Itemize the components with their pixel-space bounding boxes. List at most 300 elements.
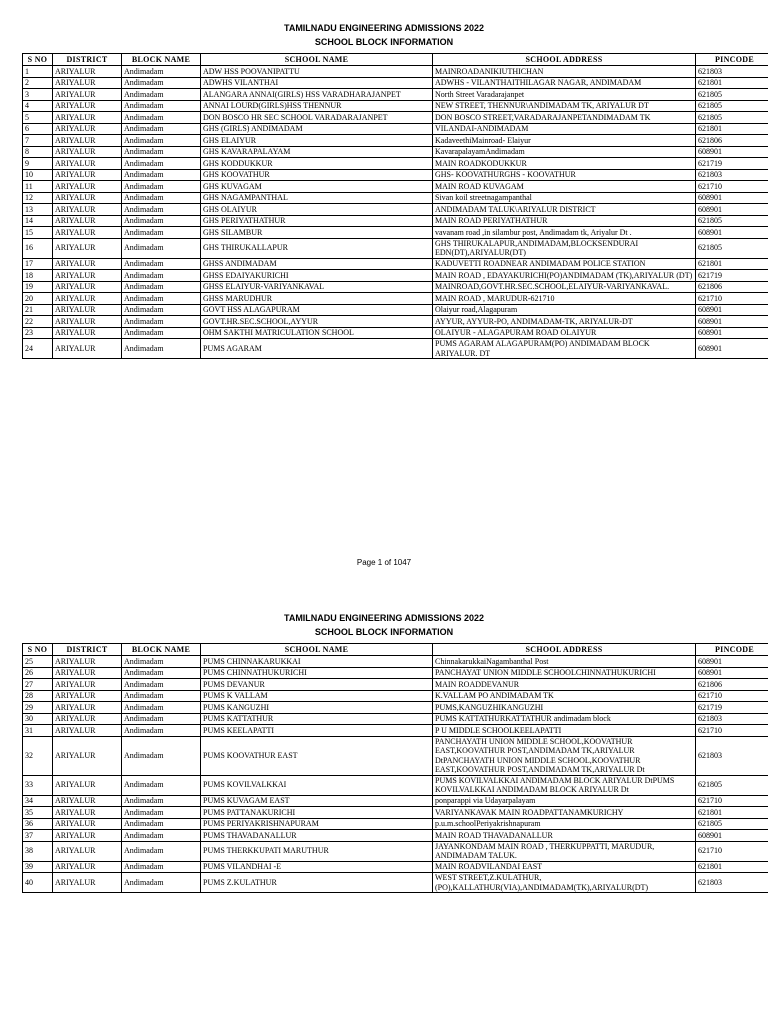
row-school-address: K.VALLAM PO ANDIMADAM TK	[433, 690, 696, 702]
row-school-name: GOVT.HR.SEC.SCHOOL,AYYUR	[201, 316, 433, 328]
row-sno: 18	[23, 270, 53, 282]
row-block-name: Andimadam	[122, 316, 201, 328]
table-row	[23, 316, 768, 328]
row-school-name: PUMS CHINNAKARUKKAI	[201, 656, 433, 668]
row-sno: 15	[23, 227, 53, 239]
row-district: ARIYALUR	[53, 146, 122, 158]
row-school-address: KavarapalayamAndimadam	[433, 146, 696, 158]
table-body-page-1	[23, 66, 768, 359]
row-school-name: PUMS Z.KULATHUR	[201, 873, 433, 893]
table-row	[23, 293, 768, 305]
table-row	[23, 327, 768, 339]
row-sno: 3	[23, 89, 53, 101]
row-district: ARIYALUR	[53, 304, 122, 316]
column-header: DISTRICT	[53, 644, 122, 656]
table-row	[23, 281, 768, 293]
row-block-name: Andimadam	[122, 807, 201, 819]
row-pincode: 621805	[696, 100, 768, 112]
table-row	[23, 679, 768, 691]
row-pincode: 621803	[696, 713, 768, 725]
row-school-name: PUMS KUVAGAM EAST	[201, 795, 433, 807]
page-footer: Page 1 of 1047	[356, 558, 412, 567]
document-title: TAMILNADU ENGINEERING ADMISSIONS 2022	[283, 613, 485, 623]
row-school-name: GHS ELAIYUR	[201, 135, 433, 147]
row-pincode: 621803	[696, 736, 768, 775]
table-row	[23, 123, 768, 135]
row-pincode: 608901	[696, 656, 768, 668]
row-district: ARIYALUR	[53, 281, 122, 293]
table-row	[23, 89, 768, 101]
row-school-name: GHS KOOVATHUR	[201, 169, 433, 181]
row-district: ARIYALUR	[53, 192, 122, 204]
table-row	[23, 238, 768, 258]
row-sno: 36	[23, 818, 53, 830]
row-district: ARIYALUR	[53, 795, 122, 807]
row-district: ARIYALUR	[53, 807, 122, 819]
row-school-address: PUMS AGARAM ALAGAPURAM(PO) ANDIMADAM BLOCK ARIYALUR. DT	[433, 339, 696, 359]
row-school-address: NEW STREET, THENNUR\ANDIMADAM TK, ARIYALUR DT	[433, 100, 696, 112]
row-sno: 12	[23, 192, 53, 204]
row-school-address: MAIN ROADVILANDAI EAST	[433, 861, 696, 873]
row-block-name: Andimadam	[122, 830, 201, 842]
table-row	[23, 304, 768, 316]
row-block-name: Andimadam	[122, 112, 201, 124]
table-row	[23, 841, 768, 861]
row-block-name: Andimadam	[122, 281, 201, 293]
column-header: S NO	[23, 644, 53, 656]
column-header: BLOCK NAME	[122, 644, 201, 656]
row-district: ARIYALUR	[53, 818, 122, 830]
table-row	[23, 169, 768, 181]
table-row	[23, 146, 768, 158]
row-school-name: ALANGARA ANNAI(GIRLS) HSS VARADHARAJANPET	[201, 89, 433, 101]
row-block-name: Andimadam	[122, 77, 201, 89]
table-row	[23, 702, 768, 714]
row-block-name: Andimadam	[122, 656, 201, 668]
row-school-address: vavanam road ,in silambur post, Andimadam tk, Ariyalur Dt .	[433, 227, 696, 239]
row-sno: 22	[23, 316, 53, 328]
row-sno: 30	[23, 713, 53, 725]
row-district: ARIYALUR	[53, 181, 122, 193]
row-district: ARIYALUR	[53, 158, 122, 170]
row-block-name: Andimadam	[122, 725, 201, 737]
row-pincode: 608901	[696, 327, 768, 339]
table-row	[23, 112, 768, 124]
row-block-name: Andimadam	[122, 270, 201, 282]
row-school-address: GHS- KOOVATHURGHS - KOOVATHUR	[433, 169, 696, 181]
column-header: BLOCK NAME	[122, 54, 201, 66]
row-school-address: GHS THIRUKALAPUR,ANDIMADAM,BLOCKSENDURAI EDN(DT),ARIYALUR(DT)	[433, 238, 696, 258]
row-school-name: OHM SAKTHI MATRICULATION SCHOOL	[201, 327, 433, 339]
row-district: ARIYALUR	[53, 258, 122, 270]
row-pincode: 621710	[696, 293, 768, 305]
row-school-name: GHSS MARUDHUR	[201, 293, 433, 305]
row-pincode: 621801	[696, 861, 768, 873]
row-sno: 40	[23, 873, 53, 893]
row-school-name: ANNAI LOURD(GIRLS)HSS THENNUR	[201, 100, 433, 112]
table-row	[23, 66, 768, 78]
row-school-address: ponparappi via Udayarpalayam	[433, 795, 696, 807]
row-pincode: 621801	[696, 77, 768, 89]
row-school-address: DON BOSCO STREET,VARADARAJANPETANDIMADAM TK	[433, 112, 696, 124]
row-block-name: Andimadam	[122, 339, 201, 359]
row-district: ARIYALUR	[53, 841, 122, 861]
row-sno: 21	[23, 304, 53, 316]
table-row	[23, 77, 768, 89]
row-school-address: OLAIYUR - ALAGAPURAM ROAD OLAIYUR	[433, 327, 696, 339]
row-sno: 14	[23, 215, 53, 227]
table-row	[23, 181, 768, 193]
row-school-name: PUMS PATTANAKURICHI	[201, 807, 433, 819]
row-block-name: Andimadam	[122, 215, 201, 227]
row-pincode: 621719	[696, 158, 768, 170]
row-school-address: KADUVETTI ROADNEAR ANDIMADAM POLICE STATION	[433, 258, 696, 270]
row-district: ARIYALUR	[53, 327, 122, 339]
row-sno: 10	[23, 169, 53, 181]
row-block-name: Andimadam	[122, 204, 201, 216]
row-block-name: Andimadam	[122, 89, 201, 101]
row-block-name: Andimadam	[122, 679, 201, 691]
row-district: ARIYALUR	[53, 702, 122, 714]
school-table-page-1	[22, 53, 768, 359]
row-block-name: Andimadam	[122, 304, 201, 316]
row-district: ARIYALUR	[53, 66, 122, 78]
row-sno: 29	[23, 702, 53, 714]
row-school-address: PUMS,KANGUZHIKANGUZHI	[433, 702, 696, 714]
row-sno: 5	[23, 112, 53, 124]
row-school-name: GHSS EDAIYAKURICHI	[201, 270, 433, 282]
row-pincode: 621805	[696, 215, 768, 227]
table-row	[23, 795, 768, 807]
row-block-name: Andimadam	[122, 841, 201, 861]
row-block-name: Andimadam	[122, 736, 201, 775]
table-row	[23, 725, 768, 737]
row-pincode: 608901	[696, 204, 768, 216]
row-block-name: Andimadam	[122, 100, 201, 112]
row-school-address: MAIN ROAD THAVADANALLUR	[433, 830, 696, 842]
row-sno: 32	[23, 736, 53, 775]
row-school-address: MAIN ROAD KUVAGAM	[433, 181, 696, 193]
table-row	[23, 100, 768, 112]
row-district: ARIYALUR	[53, 227, 122, 239]
column-header: DISTRICT	[53, 54, 122, 66]
row-district: ARIYALUR	[53, 215, 122, 227]
table-row	[23, 736, 768, 775]
row-pincode: 608901	[696, 316, 768, 328]
row-school-name: GHSS ELAIYUR-VARIYANKAVAL	[201, 281, 433, 293]
table-row	[23, 158, 768, 170]
row-pincode: 621710	[696, 181, 768, 193]
table-row	[23, 339, 768, 359]
row-school-address: ADWHS - VILANTHAITHILAGAR NAGAR, ANDIMADAM	[433, 77, 696, 89]
row-school-address: JAYANKONDAM MAIN ROAD , THERKUPPATTI, MARUDUR, ANDIMADAM TALUK.	[433, 841, 696, 861]
row-sno: 4	[23, 100, 53, 112]
column-header: PINCODE	[696, 54, 768, 66]
row-block-name: Andimadam	[122, 158, 201, 170]
row-block-name: Andimadam	[122, 713, 201, 725]
row-block-name: Andimadam	[122, 327, 201, 339]
document-subtitle: SCHOOL BLOCK INFORMATION	[314, 37, 454, 47]
row-pincode: 608901	[696, 830, 768, 842]
column-header: PINCODE	[696, 644, 768, 656]
row-school-name: ADWHS VILANTHAI	[201, 77, 433, 89]
row-pincode: 621710	[696, 841, 768, 861]
row-school-address: VARIYANKAVAK MAIN ROADPATTANAMKURICHY	[433, 807, 696, 819]
table-row	[23, 873, 768, 893]
row-pincode: 621719	[696, 270, 768, 282]
row-pincode: 621801	[696, 807, 768, 819]
row-pincode: 621801	[696, 258, 768, 270]
row-school-address: PUMS KOVILVALKKAI ANDIMADAM BLOCK ARIYALUR DtPUMS KOVILVALKKAI ANDIMADAM BLOCK ARIYALUR Dt	[433, 775, 696, 795]
row-school-name: PUMS K VALLAM	[201, 690, 433, 702]
row-school-address: MAINROAD,GOVT.HR.SEC.SCHOOL,ELAIYUR-VARIYANKAVAL.	[433, 281, 696, 293]
row-block-name: Andimadam	[122, 690, 201, 702]
row-school-name: PUMS THERKKUPATI MARUTHUR	[201, 841, 433, 861]
row-block-name: Andimadam	[122, 181, 201, 193]
row-sno: 6	[23, 123, 53, 135]
row-block-name: Andimadam	[122, 146, 201, 158]
column-header: SCHOOL ADDRESS	[433, 54, 696, 66]
row-block-name: Andimadam	[122, 293, 201, 305]
row-district: ARIYALUR	[53, 89, 122, 101]
table-row	[23, 713, 768, 725]
row-school-name: GHS THIRUKALLAPUR	[201, 238, 433, 258]
row-block-name: Andimadam	[122, 169, 201, 181]
table-row	[23, 656, 768, 668]
row-block-name: Andimadam	[122, 795, 201, 807]
row-sno: 16	[23, 238, 53, 258]
row-school-address: PANCHAYATH UNION MIDDLE SCHOOL,KOOVATHUR EAST,KOOVATHUR POST,ANDIMADAM TK,ARIYALUR DtPANCHAYATH UNION MIDDLE SCHOOL,KOOVATHUR EAST,KOOVATHUR POST,ANDIMADAM TK,ARIYALUR Dt	[433, 736, 696, 775]
row-district: ARIYALUR	[53, 270, 122, 282]
row-school-address: ChinnakarukkaiNagambanthal Post	[433, 656, 696, 668]
row-block-name: Andimadam	[122, 861, 201, 873]
row-school-name: GHS (GIRLS) ANDIMADAM	[201, 123, 433, 135]
row-sno: 35	[23, 807, 53, 819]
row-block-name: Andimadam	[122, 873, 201, 893]
row-school-name: GHS KUVAGAM	[201, 181, 433, 193]
row-pincode: 608901	[696, 304, 768, 316]
row-pincode: 621710	[696, 795, 768, 807]
row-district: ARIYALUR	[53, 861, 122, 873]
table-row	[23, 215, 768, 227]
row-block-name: Andimadam	[122, 192, 201, 204]
row-sno: 1	[23, 66, 53, 78]
row-district: ARIYALUR	[53, 667, 122, 679]
row-block-name: Andimadam	[122, 702, 201, 714]
table-row	[23, 227, 768, 239]
row-district: ARIYALUR	[53, 316, 122, 328]
row-district: ARIYALUR	[53, 238, 122, 258]
row-pincode: 608901	[696, 192, 768, 204]
row-block-name: Andimadam	[122, 818, 201, 830]
row-pincode: 621801	[696, 123, 768, 135]
table-row	[23, 861, 768, 873]
row-school-address: MAIN ROADKODUKKUR	[433, 158, 696, 170]
row-block-name: Andimadam	[122, 667, 201, 679]
row-district: ARIYALUR	[53, 339, 122, 359]
row-school-name: PUMS THAVADANALLUR	[201, 830, 433, 842]
table-row	[23, 192, 768, 204]
row-school-address: PUMS KATTATHURKATTATHUR andimadam block	[433, 713, 696, 725]
row-district: ARIYALUR	[53, 736, 122, 775]
document-subtitle: SCHOOL BLOCK INFORMATION	[314, 627, 454, 637]
row-district: ARIYALUR	[53, 123, 122, 135]
row-district: ARIYALUR	[53, 77, 122, 89]
row-school-address: ANDIMADAM TALUK\ARIYALUR DISTRICT	[433, 204, 696, 216]
row-school-name: GHSS ANDIMADAM	[201, 258, 433, 270]
row-district: ARIYALUR	[53, 112, 122, 124]
row-school-address: P U MIDDLE SCHOOLKEELAPATTI	[433, 725, 696, 737]
row-school-name: PUMS KATTATHUR	[201, 713, 433, 725]
row-sno: 38	[23, 841, 53, 861]
row-school-name: PUMS KOOVATHUR EAST	[201, 736, 433, 775]
column-header: SCHOOL ADDRESS	[433, 644, 696, 656]
row-block-name: Andimadam	[122, 227, 201, 239]
row-sno: 11	[23, 181, 53, 193]
row-pincode: 621803	[696, 66, 768, 78]
row-school-name: PUMS CHINNATHUKURICHI	[201, 667, 433, 679]
row-sno: 8	[23, 146, 53, 158]
row-school-address: p.u.m.schoolPeriyakrishnapuram	[433, 818, 696, 830]
row-school-name: GHS KODDUKKUR	[201, 158, 433, 170]
row-school-address: MAIN ROAD PERIYATHATHUR	[433, 215, 696, 227]
row-sno: 28	[23, 690, 53, 702]
document-title: TAMILNADU ENGINEERING ADMISSIONS 2022	[283, 23, 485, 33]
row-sno: 17	[23, 258, 53, 270]
row-pincode: 621805	[696, 775, 768, 795]
document-page-1	[0, 0, 768, 359]
row-district: ARIYALUR	[53, 725, 122, 737]
row-pincode: 608901	[696, 146, 768, 158]
row-district: ARIYALUR	[53, 679, 122, 691]
table-row	[23, 667, 768, 679]
row-district: ARIYALUR	[53, 713, 122, 725]
row-school-address: MAINROADANIKIUTHICHAN	[433, 66, 696, 78]
row-pincode: 621803	[696, 873, 768, 893]
row-school-address: MAIN ROAD , MARUDUR-621710	[433, 293, 696, 305]
row-pincode: 621806	[696, 135, 768, 147]
row-sno: 27	[23, 679, 53, 691]
row-sno: 13	[23, 204, 53, 216]
table-row	[23, 258, 768, 270]
row-school-name: PUMS KANGUZHI	[201, 702, 433, 714]
row-school-name: PUMS VILANDHAI -E	[201, 861, 433, 873]
row-school-name: PUMS KOVILVALKKAI	[201, 775, 433, 795]
row-district: ARIYALUR	[53, 293, 122, 305]
row-block-name: Andimadam	[122, 66, 201, 78]
table-row	[23, 818, 768, 830]
row-sno: 24	[23, 339, 53, 359]
row-school-name: GHS OLAIYUR	[201, 204, 433, 216]
row-sno: 39	[23, 861, 53, 873]
row-pincode: 621805	[696, 238, 768, 258]
row-school-name: GHS PERIYATHATHUR	[201, 215, 433, 227]
table-row	[23, 830, 768, 842]
table-body-page-2	[23, 656, 768, 893]
row-pincode: 621803	[696, 169, 768, 181]
row-school-name: PUMS KEELAPATTI	[201, 725, 433, 737]
row-school-name: PUMS AGARAM	[201, 339, 433, 359]
row-pincode: 621805	[696, 112, 768, 124]
row-district: ARIYALUR	[53, 204, 122, 216]
row-school-name: PUMS PERIYAKRISHNAPURAM	[201, 818, 433, 830]
row-sno: 2	[23, 77, 53, 89]
row-pincode: 608901	[696, 227, 768, 239]
row-sno: 20	[23, 293, 53, 305]
table-row	[23, 775, 768, 795]
row-block-name: Andimadam	[122, 238, 201, 258]
row-school-name: DON BOSCO HR SEC SCHOOL VARADARAJANPET	[201, 112, 433, 124]
row-pincode: 621805	[696, 89, 768, 101]
row-sno: 23	[23, 327, 53, 339]
row-sno: 31	[23, 725, 53, 737]
row-school-name: GHS KAVARAPALAYAM	[201, 146, 433, 158]
row-pincode: 621710	[696, 690, 768, 702]
row-block-name: Andimadam	[122, 123, 201, 135]
row-sno: 34	[23, 795, 53, 807]
row-block-name: Andimadam	[122, 135, 201, 147]
table-header-row	[23, 644, 768, 656]
column-header: SCHOOL NAME	[201, 644, 433, 656]
school-table-page-2	[22, 643, 768, 893]
table-row	[23, 204, 768, 216]
table-row	[23, 135, 768, 147]
row-school-name: PUMS DEVANUR	[201, 679, 433, 691]
row-block-name: Andimadam	[122, 775, 201, 795]
document-page-2	[0, 590, 768, 893]
row-block-name: Andimadam	[122, 258, 201, 270]
row-sno: 19	[23, 281, 53, 293]
row-pincode: 621806	[696, 281, 768, 293]
column-header: S NO	[23, 54, 53, 66]
row-pincode: 621806	[696, 679, 768, 691]
table-row	[23, 270, 768, 282]
table-row	[23, 690, 768, 702]
row-school-address: Sivan koil streetnagampanthal	[433, 192, 696, 204]
row-sno: 25	[23, 656, 53, 668]
row-district: ARIYALUR	[53, 873, 122, 893]
row-sno: 26	[23, 667, 53, 679]
row-district: ARIYALUR	[53, 656, 122, 668]
row-school-address: MAIN ROADDEVANUR	[433, 679, 696, 691]
row-district: ARIYALUR	[53, 169, 122, 181]
row-pincode: 621710	[696, 725, 768, 737]
row-school-address: KadaveethiMainroad- Elaiyur	[433, 135, 696, 147]
row-school-name: GOVT HSS ALAGAPURAM	[201, 304, 433, 316]
row-school-address: PANCHAYAT UNION MIDDLE SCHOOLCHINNATHUKURICHI	[433, 667, 696, 679]
row-school-name: ADW HSS POOVANIPATTU	[201, 66, 433, 78]
row-sno: 37	[23, 830, 53, 842]
row-school-name: GHS SILAMBUR	[201, 227, 433, 239]
table-row	[23, 807, 768, 819]
row-pincode: 621805	[696, 818, 768, 830]
row-pincode: 608901	[696, 339, 768, 359]
row-school-address: MAIN ROAD , EDAYAKURICHI(PO)ANDIMADAM (TK),ARIYALUR (DT)	[433, 270, 696, 282]
row-district: ARIYALUR	[53, 135, 122, 147]
row-district: ARIYALUR	[53, 100, 122, 112]
row-school-address: WEST STREET,Z.KULATHUR,(PO),KALLATHUR(VIA),ANDIMADAM(TK),ARIYALUR(DT)	[433, 873, 696, 893]
row-sno: 33	[23, 775, 53, 795]
row-pincode: 608901	[696, 667, 768, 679]
row-district: ARIYALUR	[53, 690, 122, 702]
table-header-row	[23, 54, 768, 66]
row-district: ARIYALUR	[53, 830, 122, 842]
row-pincode: 621719	[696, 702, 768, 714]
row-school-address: AYYUR, AYYUR-PO, ANDIMADAM-TK, ARIYALUR-DT	[433, 316, 696, 328]
row-school-address: North Street Varadarajanpet	[433, 89, 696, 101]
column-header: SCHOOL NAME	[201, 54, 433, 66]
row-district: ARIYALUR	[53, 775, 122, 795]
